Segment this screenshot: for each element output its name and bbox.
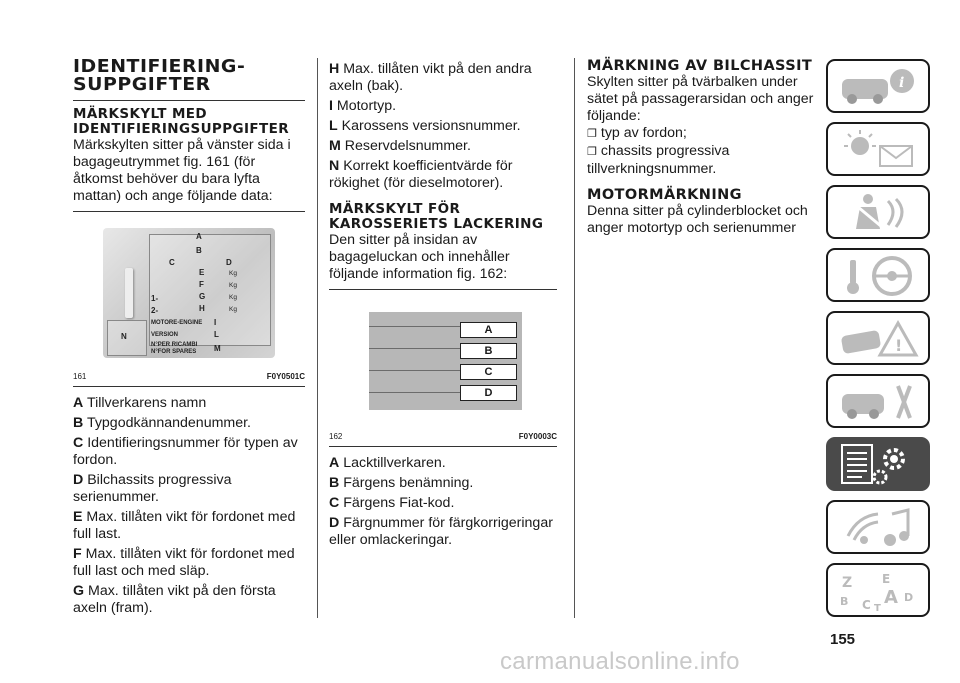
legend-text: Typgodkännandenummer.	[86, 415, 251, 431]
warning-car-icon	[838, 317, 922, 361]
legend-text: Färgens Fiat-kod.	[343, 495, 455, 511]
plate-label-i: I	[214, 318, 217, 327]
tab-multimedia[interactable]	[826, 500, 930, 554]
divider	[329, 446, 557, 447]
plate-emboss-mark	[125, 268, 133, 318]
legend-text: Korrekt koefficientvärde för rökighet (för dieselmotorer).	[329, 158, 513, 191]
page-number: 155	[830, 631, 856, 648]
legend-letter: D	[73, 472, 84, 488]
plate-label-h: H	[199, 304, 205, 313]
car-info-icon	[838, 65, 922, 109]
legend-item	[73, 546, 305, 580]
intro-text: Denna sitter på cylinderblocket och anger motortyp och serienummer	[587, 203, 808, 236]
paint-label-d: D	[460, 385, 517, 401]
bullet-item: ❐ chassits progressiva tillverkningsnummer.	[587, 143, 815, 178]
kg-label: Kg	[229, 282, 237, 289]
plate-ricambi-2: N°FOR SPARES	[151, 349, 197, 355]
legend-text: Max. tillåten vikt på den andra axeln (bak).	[329, 61, 532, 94]
legend-letter: A	[73, 395, 84, 411]
legend-letter: F	[73, 546, 82, 562]
plate-motore: MOTORE-ENGINE	[151, 320, 203, 326]
legend-item	[73, 435, 305, 469]
legend-list	[329, 61, 557, 192]
legend-letter: G	[73, 583, 85, 599]
plate-label-f: F	[199, 280, 204, 289]
paint-label-a: A	[460, 322, 517, 338]
legend-text: Max. tillåten vikt på den första axeln (fram).	[73, 583, 276, 616]
divider	[73, 100, 305, 101]
plate-label-e: E	[199, 268, 205, 277]
legend-text: Färgens benämning.	[343, 475, 474, 491]
tab-starting[interactable]	[826, 248, 930, 302]
divider	[73, 386, 305, 387]
legend-item	[73, 583, 305, 617]
kg-label: Kg	[229, 270, 237, 277]
legend-item	[329, 455, 557, 472]
legend-item	[73, 415, 305, 432]
legend-text: Bilchassits progressiva serienummer.	[73, 472, 232, 505]
tab-technical-data[interactable]	[826, 437, 930, 491]
tab-index[interactable]	[826, 563, 930, 617]
paint-plate-figure	[369, 312, 522, 410]
tab-car-info[interactable]	[826, 59, 930, 113]
legend-letter: M	[329, 138, 341, 154]
plate-label-a: A	[196, 232, 202, 241]
legend-letter: L	[329, 118, 338, 134]
section-title: IDENTIFIERINGSUPPGIFTER	[73, 56, 245, 95]
legend-letter: A	[329, 455, 340, 471]
tab-emergency[interactable]	[826, 311, 930, 365]
kg-label: Kg	[229, 306, 237, 313]
svg-text:Z: Z	[842, 575, 853, 591]
section-title: MÄRKNING AV BILCHASSIT	[587, 58, 813, 74]
legend-text: Max. tillåten vikt för fordonet med full last.	[73, 509, 296, 542]
svg-text:E: E	[882, 572, 891, 586]
divider	[73, 211, 305, 212]
plate-label-c: C	[169, 258, 175, 267]
legend-item	[329, 98, 557, 115]
figure-number: 161	[73, 372, 87, 381]
column-divider	[574, 58, 575, 618]
legend-letter: B	[73, 415, 84, 431]
legend-text: Max. tillåten vikt för fordonet med full last och med släp.	[73, 546, 295, 579]
intro-text: Den sitter på insidan av bagageluckan och innehåller följande information fig. 162:	[329, 232, 510, 282]
legend-letter: C	[329, 495, 340, 511]
legend-item	[329, 475, 557, 492]
legend-item	[329, 495, 557, 512]
legend-text: Identifieringsnummer för typen av fordon.	[73, 435, 298, 468]
legend-letter: I	[329, 98, 333, 114]
legend-text: Tillverkarens namn	[86, 395, 207, 411]
column-divider	[317, 58, 318, 618]
plate-row-1: 1-	[151, 294, 159, 303]
legend-item	[73, 472, 305, 506]
legend-text: Karossens versionsnummer.	[341, 118, 521, 134]
technical-data-icon	[838, 443, 922, 487]
paint-label-c: C	[460, 364, 517, 380]
svg-text:D: D	[904, 591, 914, 604]
plate-versione: VERSION	[151, 332, 179, 338]
plate-ricambi-1: N°PER RICAMBI	[151, 342, 198, 348]
lights-mail-icon	[838, 128, 922, 172]
bullet-item: ❐ typ av fordon;	[587, 125, 815, 143]
legend-item	[73, 395, 305, 412]
divider	[329, 289, 557, 290]
section-title: MOTORMÄRKNING	[587, 187, 742, 203]
plate-field-n	[107, 320, 147, 356]
legend-letter: D	[329, 515, 340, 531]
index-letters-icon	[838, 569, 922, 613]
legend-item	[329, 61, 557, 95]
svg-text:C: C	[862, 598, 871, 612]
svg-text:A: A	[884, 587, 898, 608]
svg-text:B: B	[840, 595, 849, 608]
svg-text:T: T	[874, 603, 881, 613]
plate-label-m: M	[214, 344, 221, 353]
legend-letter: E	[73, 509, 83, 525]
kg-label: Kg	[229, 294, 237, 301]
legend-item	[73, 509, 305, 543]
legend-letter: N	[329, 158, 340, 174]
tab-safety[interactable]	[826, 185, 930, 239]
legend-item	[329, 515, 557, 549]
identification-plate-figure	[103, 228, 275, 358]
svg-text:i: i	[899, 75, 905, 91]
watermark: carmanualsonline.info	[500, 648, 740, 675]
legend-list	[329, 455, 557, 549]
legend-letter: C	[73, 435, 84, 451]
intro-text: Skylten sitter på tvärbalken under sätet på passagerarsidan och anger följande:	[587, 74, 814, 124]
paint-label-b: B	[460, 343, 517, 359]
car-tools-icon	[838, 380, 922, 424]
svg-text:!: !	[895, 336, 903, 355]
intro-text: Märkskylten sitter på vänster sida i bagageutrymmet fig. 161 (för åtkomst behöver du bara lyfta mattan) och ange följande data:	[73, 137, 291, 204]
subsection-title: MÄRKSKYLT MED IDENTIFIERINGSUPPGIFTER	[73, 106, 290, 137]
plate-label-l: L	[214, 330, 219, 339]
column-2	[329, 58, 557, 549]
key-steering-wheel-icon	[838, 254, 922, 298]
figure-code: F0Y0501C	[266, 372, 305, 381]
legend-list	[73, 395, 305, 617]
tab-lights[interactable]	[826, 122, 930, 176]
figure-caption	[73, 372, 305, 382]
tab-maintenance[interactable]	[826, 374, 930, 428]
legend-item	[329, 118, 557, 135]
legend-text: Reservdelsnummer.	[344, 138, 471, 154]
plate-field-area	[149, 234, 271, 346]
seatbelt-airbag-icon	[838, 191, 922, 235]
plate-label-g: G	[199, 292, 206, 301]
subsection-title: MÄRKSKYLT FÖR KAROSSERIETS LACKERING	[329, 201, 544, 232]
figure-caption	[329, 432, 557, 442]
plate-row-2: 2-	[151, 306, 159, 315]
multimedia-icon	[838, 506, 922, 550]
plate-label-b: B	[196, 246, 202, 255]
plate-label-d: D	[226, 258, 232, 267]
legend-text: Färgnummer för färgkorrigeringar eller omlackeringar.	[329, 515, 553, 548]
legend-text: Lacktillverkaren.	[343, 455, 446, 471]
column-3	[587, 58, 815, 237]
figure-number: 162	[329, 432, 343, 441]
legend-letter: B	[329, 475, 340, 491]
legend-letter: H	[329, 61, 340, 77]
legend-text: Motortyp.	[336, 98, 397, 114]
legend-item	[329, 138, 557, 155]
plate-label-n: N	[121, 332, 127, 341]
legend-item	[329, 158, 557, 192]
figure-code: F0Y0003C	[518, 432, 557, 441]
